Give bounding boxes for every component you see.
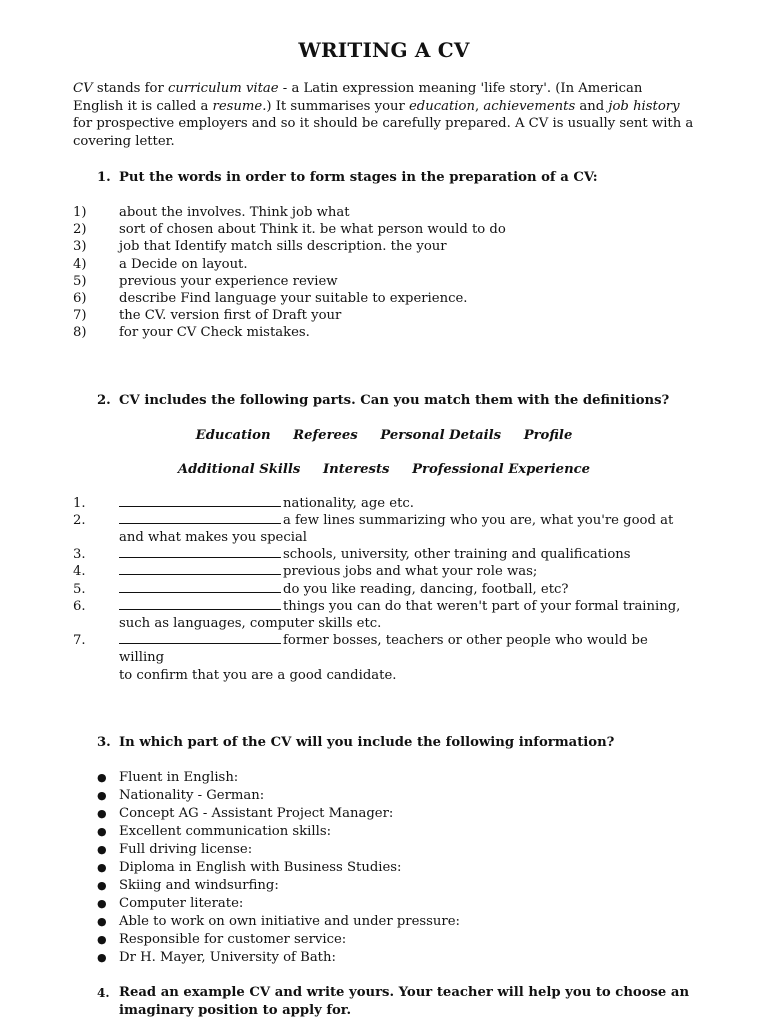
list-item (73, 931, 695, 949)
definition-text: previous jobs and what your role was; (283, 564, 538, 580)
word-bank-item: Education (195, 427, 271, 443)
definition-row (73, 512, 695, 529)
list-item (73, 769, 695, 787)
word-bank-item: Additional Skills (177, 461, 301, 477)
bullet-icon: ● (97, 842, 107, 856)
intro-achievements: achievements (483, 98, 576, 114)
answer-blank[interactable] (119, 598, 281, 610)
question-text: CV includes the following parts. Can you match them with the definitions? (119, 392, 670, 408)
item-text: previous your experience review (119, 273, 338, 289)
cv-parts-word-bank (73, 427, 695, 479)
bullet-icon: ● (97, 806, 107, 820)
list-item (73, 290, 695, 307)
item-text: the CV. version first of Draft your (119, 308, 342, 324)
item-text: Excellent communication skills: (119, 823, 332, 839)
bullet-icon: ● (97, 950, 107, 964)
intro-text: , (474, 98, 484, 114)
item-text: sort of chosen about Think it. be what person would to do (119, 222, 506, 238)
definition-continuation: such as languages, computer skills etc. (119, 616, 382, 632)
item-number: 2) (73, 222, 87, 238)
list-item (73, 913, 695, 931)
item-number: 6. (73, 598, 86, 614)
definition-row (73, 495, 695, 512)
intro-text: and (575, 98, 609, 114)
question-number: 2. (97, 392, 111, 408)
information-bullet-list (73, 769, 695, 967)
question-2-heading (73, 392, 695, 410)
answer-blank[interactable] (119, 563, 281, 575)
list-item (73, 805, 695, 823)
item-number: 7. (73, 633, 86, 649)
list-item (73, 307, 695, 324)
answer-blank[interactable] (119, 632, 281, 644)
definition-text: schools, university, other training and qualifications (283, 547, 631, 563)
list-item (73, 238, 695, 255)
definition-row (73, 563, 695, 580)
list-item (73, 324, 695, 341)
question-text: In which part of the CV will you include the following information? (119, 734, 615, 750)
item-text: Fluent in English: (119, 769, 239, 785)
item-number: 5. (73, 581, 86, 597)
definition-continuation: and what makes you special (119, 530, 308, 546)
item-text: Full driving license: (119, 841, 253, 857)
item-number: 6) (73, 291, 87, 307)
item-text: about the involves. Think job what (119, 205, 350, 220)
item-text: describe Find language your suitable to experience. (119, 291, 468, 307)
intro-text: stands for (92, 81, 168, 96)
intro-cv-abbrev: CV (73, 81, 93, 96)
item-text: Concept AG - Assistant Project Manager: (119, 805, 394, 821)
item-number: 4. (73, 564, 86, 580)
item-number: 3) (73, 239, 87, 255)
list-item (73, 256, 695, 273)
question-4-heading (73, 984, 695, 1020)
item-text: Responsible for customer service: (119, 931, 347, 947)
question-number: 3. (97, 734, 111, 750)
definition-row (73, 546, 695, 563)
word-bank-item: Interests (322, 461, 390, 477)
list-item (73, 204, 695, 221)
bullet-icon: ● (97, 824, 107, 838)
bullet-icon: ● (97, 878, 107, 892)
question-1-heading (73, 169, 695, 187)
list-item (73, 841, 695, 859)
intro-resume: resume. (212, 98, 267, 114)
intro-text: ) It summarises your (266, 98, 409, 114)
item-text: Diploma in English with Business Studies: (119, 859, 402, 875)
list-item (73, 221, 695, 238)
item-number: 7) (73, 308, 87, 324)
definition-continuation: to confirm that you are a good candidate. (119, 667, 397, 683)
word-bank-item: Referees (293, 427, 358, 443)
intro-text: for prospective employers and so it should be carefully prepared. A CV is usually sent with a covering letter. (73, 116, 694, 149)
definitions-list (73, 495, 695, 684)
definition-text: a few lines summarizing who you are, what you're good at (283, 512, 674, 528)
list-item (73, 859, 695, 877)
intro-job-history: job history (608, 98, 680, 114)
list-item (73, 895, 695, 913)
list-item (73, 949, 695, 967)
question-text: Read an example CV and write yours. Your teacher will help you to choose an imaginary position to apply for. (119, 984, 690, 1018)
bullet-icon: ● (97, 932, 107, 946)
list-item (73, 877, 695, 895)
item-text: Nationality - German: (119, 787, 265, 803)
item-text: Able to work on own initiative and under pressure: (119, 913, 460, 929)
definition-text: nationality, age etc. (283, 495, 414, 511)
question-text: Put the words in order to form stages in the preparation of a CV: (119, 170, 598, 185)
item-text: a Decide on layout. (119, 256, 248, 272)
item-number: 5) (73, 273, 87, 289)
list-item (73, 787, 695, 805)
bullet-icon: ● (97, 914, 107, 928)
item-number: 1. (73, 495, 86, 511)
definition-row (73, 598, 695, 615)
item-text: job that Identify match sills description. the your (119, 239, 447, 255)
item-text: Computer literate: (119, 895, 244, 911)
definition-text: things you can do that weren't part of your formal training, (283, 598, 681, 614)
intro-text: - a Latin expression meaning 'life story'. (In American English it is called a (73, 81, 643, 114)
word-bank-line-2 (73, 461, 695, 479)
intro-paragraph (73, 80, 695, 150)
question-number: 1. (97, 170, 111, 185)
word-bank-item: Personal Details (380, 427, 502, 443)
question-number: 4. (97, 985, 110, 1000)
bullet-icon: ● (97, 896, 107, 910)
answer-blank[interactable] (119, 512, 281, 524)
word-bank-line-1 (73, 427, 695, 445)
item-number: 1) (73, 205, 87, 220)
page-title: WRITING A CV (298, 38, 470, 62)
word-bank-item: Professional Experience (412, 461, 591, 477)
question-3-heading (73, 734, 695, 752)
answer-blank[interactable] (119, 495, 281, 507)
bullet-icon: ● (97, 860, 107, 874)
item-text: for your CV Check mistakes. (119, 325, 310, 341)
list-item (73, 273, 695, 290)
list-item (73, 823, 695, 841)
item-number: 8) (73, 325, 87, 341)
definition-row (73, 581, 695, 598)
item-number: 2. (73, 512, 86, 528)
scrambled-words-list (73, 204, 695, 342)
bullet-icon: ● (97, 770, 107, 784)
item-number: 4) (73, 256, 87, 272)
bullet-icon: ● (97, 788, 107, 802)
word-bank-item: Profile (523, 427, 573, 443)
answer-blank[interactable] (119, 581, 281, 593)
intro-cv-full: curriculum vitae (167, 81, 279, 96)
definition-text: former bosses, teachers or other people who would be willing (119, 633, 648, 666)
item-text: Dr H. Mayer, University of Bath: (119, 949, 336, 965)
item-number: 3. (73, 547, 86, 563)
answer-blank[interactable] (119, 546, 281, 558)
definition-text: do you like reading, dancing, football, etc? (283, 581, 569, 597)
definition-row (73, 632, 695, 666)
intro-education: education (409, 98, 475, 114)
item-text: Skiing and windsurfing: (119, 877, 279, 893)
